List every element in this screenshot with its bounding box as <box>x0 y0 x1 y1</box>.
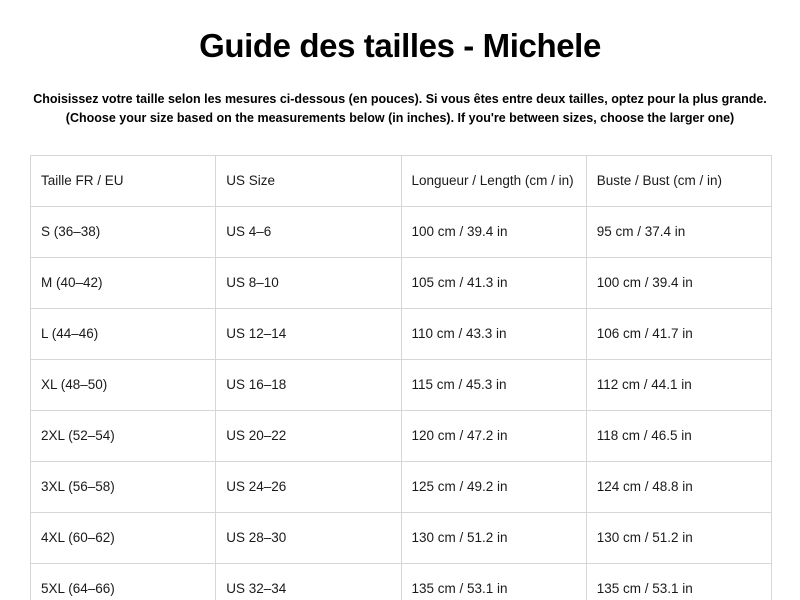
cell-size-fr-eu: 5XL (64–66) <box>31 564 216 600</box>
cell-length: 100 cm / 39.4 in <box>401 207 586 258</box>
cell-length: 110 cm / 43.3 in <box>401 309 586 360</box>
cell-us-size: US 16–18 <box>216 360 401 411</box>
cell-us-size: US 24–26 <box>216 462 401 513</box>
cell-length: 120 cm / 47.2 in <box>401 411 586 462</box>
cell-length: 115 cm / 45.3 in <box>401 360 586 411</box>
cell-size-fr-eu: 4XL (60–62) <box>31 513 216 564</box>
cell-size-fr-eu: 3XL (56–58) <box>31 462 216 513</box>
table-row-m <box>31 258 772 309</box>
cell-us-size: US 8–10 <box>216 258 401 309</box>
cell-us-size: US 12–14 <box>216 309 401 360</box>
cell-length: 130 cm / 51.2 in <box>401 513 586 564</box>
cell-bust: 130 cm / 51.2 in <box>586 513 771 564</box>
col-header-longueur: Longueur / Length (cm / in) <box>401 156 586 207</box>
cell-bust: 100 cm / 39.4 in <box>586 258 771 309</box>
cell-bust: 135 cm / 53.1 in <box>586 564 771 600</box>
cell-us-size: US 32–34 <box>216 564 401 600</box>
cell-bust: 124 cm / 48.8 in <box>586 462 771 513</box>
size-table-body <box>31 207 772 600</box>
table-row-2xl <box>31 411 772 462</box>
table-row-4xl <box>31 513 772 564</box>
table-row-xl <box>31 360 772 411</box>
col-header-us-size: US Size <box>216 156 401 207</box>
subtitle-french: Choisissez votre taille selon les mesures ci-dessous (en pouces). Si vous êtes entre deux tailles, optez pour la plus grande. <box>33 92 767 106</box>
table-header-row <box>31 156 772 207</box>
cell-bust: 106 cm / 41.7 in <box>586 309 771 360</box>
table-row-5xl <box>31 564 772 600</box>
col-header-buste: Buste / Bust (cm / in) <box>586 156 771 207</box>
cell-size-fr-eu: 2XL (52–54) <box>31 411 216 462</box>
size-table-head <box>31 156 772 207</box>
cell-size-fr-eu: M (40–42) <box>31 258 216 309</box>
table-row-s <box>31 207 772 258</box>
cell-length: 135 cm / 53.1 in <box>401 564 586 600</box>
cell-us-size: US 28–30 <box>216 513 401 564</box>
subtitle <box>0 90 800 128</box>
cell-length: 125 cm / 49.2 in <box>401 462 586 513</box>
cell-us-size: US 4–6 <box>216 207 401 258</box>
cell-bust: 112 cm / 44.1 in <box>586 360 771 411</box>
cell-size-fr-eu: S (36–38) <box>31 207 216 258</box>
cell-size-fr-eu: L (44–46) <box>31 309 216 360</box>
col-header-taille-fr-eu: Taille FR / EU <box>31 156 216 207</box>
cell-us-size: US 20–22 <box>216 411 401 462</box>
subtitle-english: (Choose your size based on the measurements below (in inches). If you're between sizes, choose the larger one) <box>65 111 735 125</box>
cell-bust: 118 cm / 46.5 in <box>586 411 771 462</box>
cell-size-fr-eu: XL (48–50) <box>31 360 216 411</box>
table-row-3xl <box>31 462 772 513</box>
size-table <box>30 155 772 600</box>
cell-bust: 95 cm / 37.4 in <box>586 207 771 258</box>
table-row-l <box>31 309 772 360</box>
page-title: Guide des tailles - Michele <box>199 27 601 64</box>
cell-length: 105 cm / 41.3 in <box>401 258 586 309</box>
